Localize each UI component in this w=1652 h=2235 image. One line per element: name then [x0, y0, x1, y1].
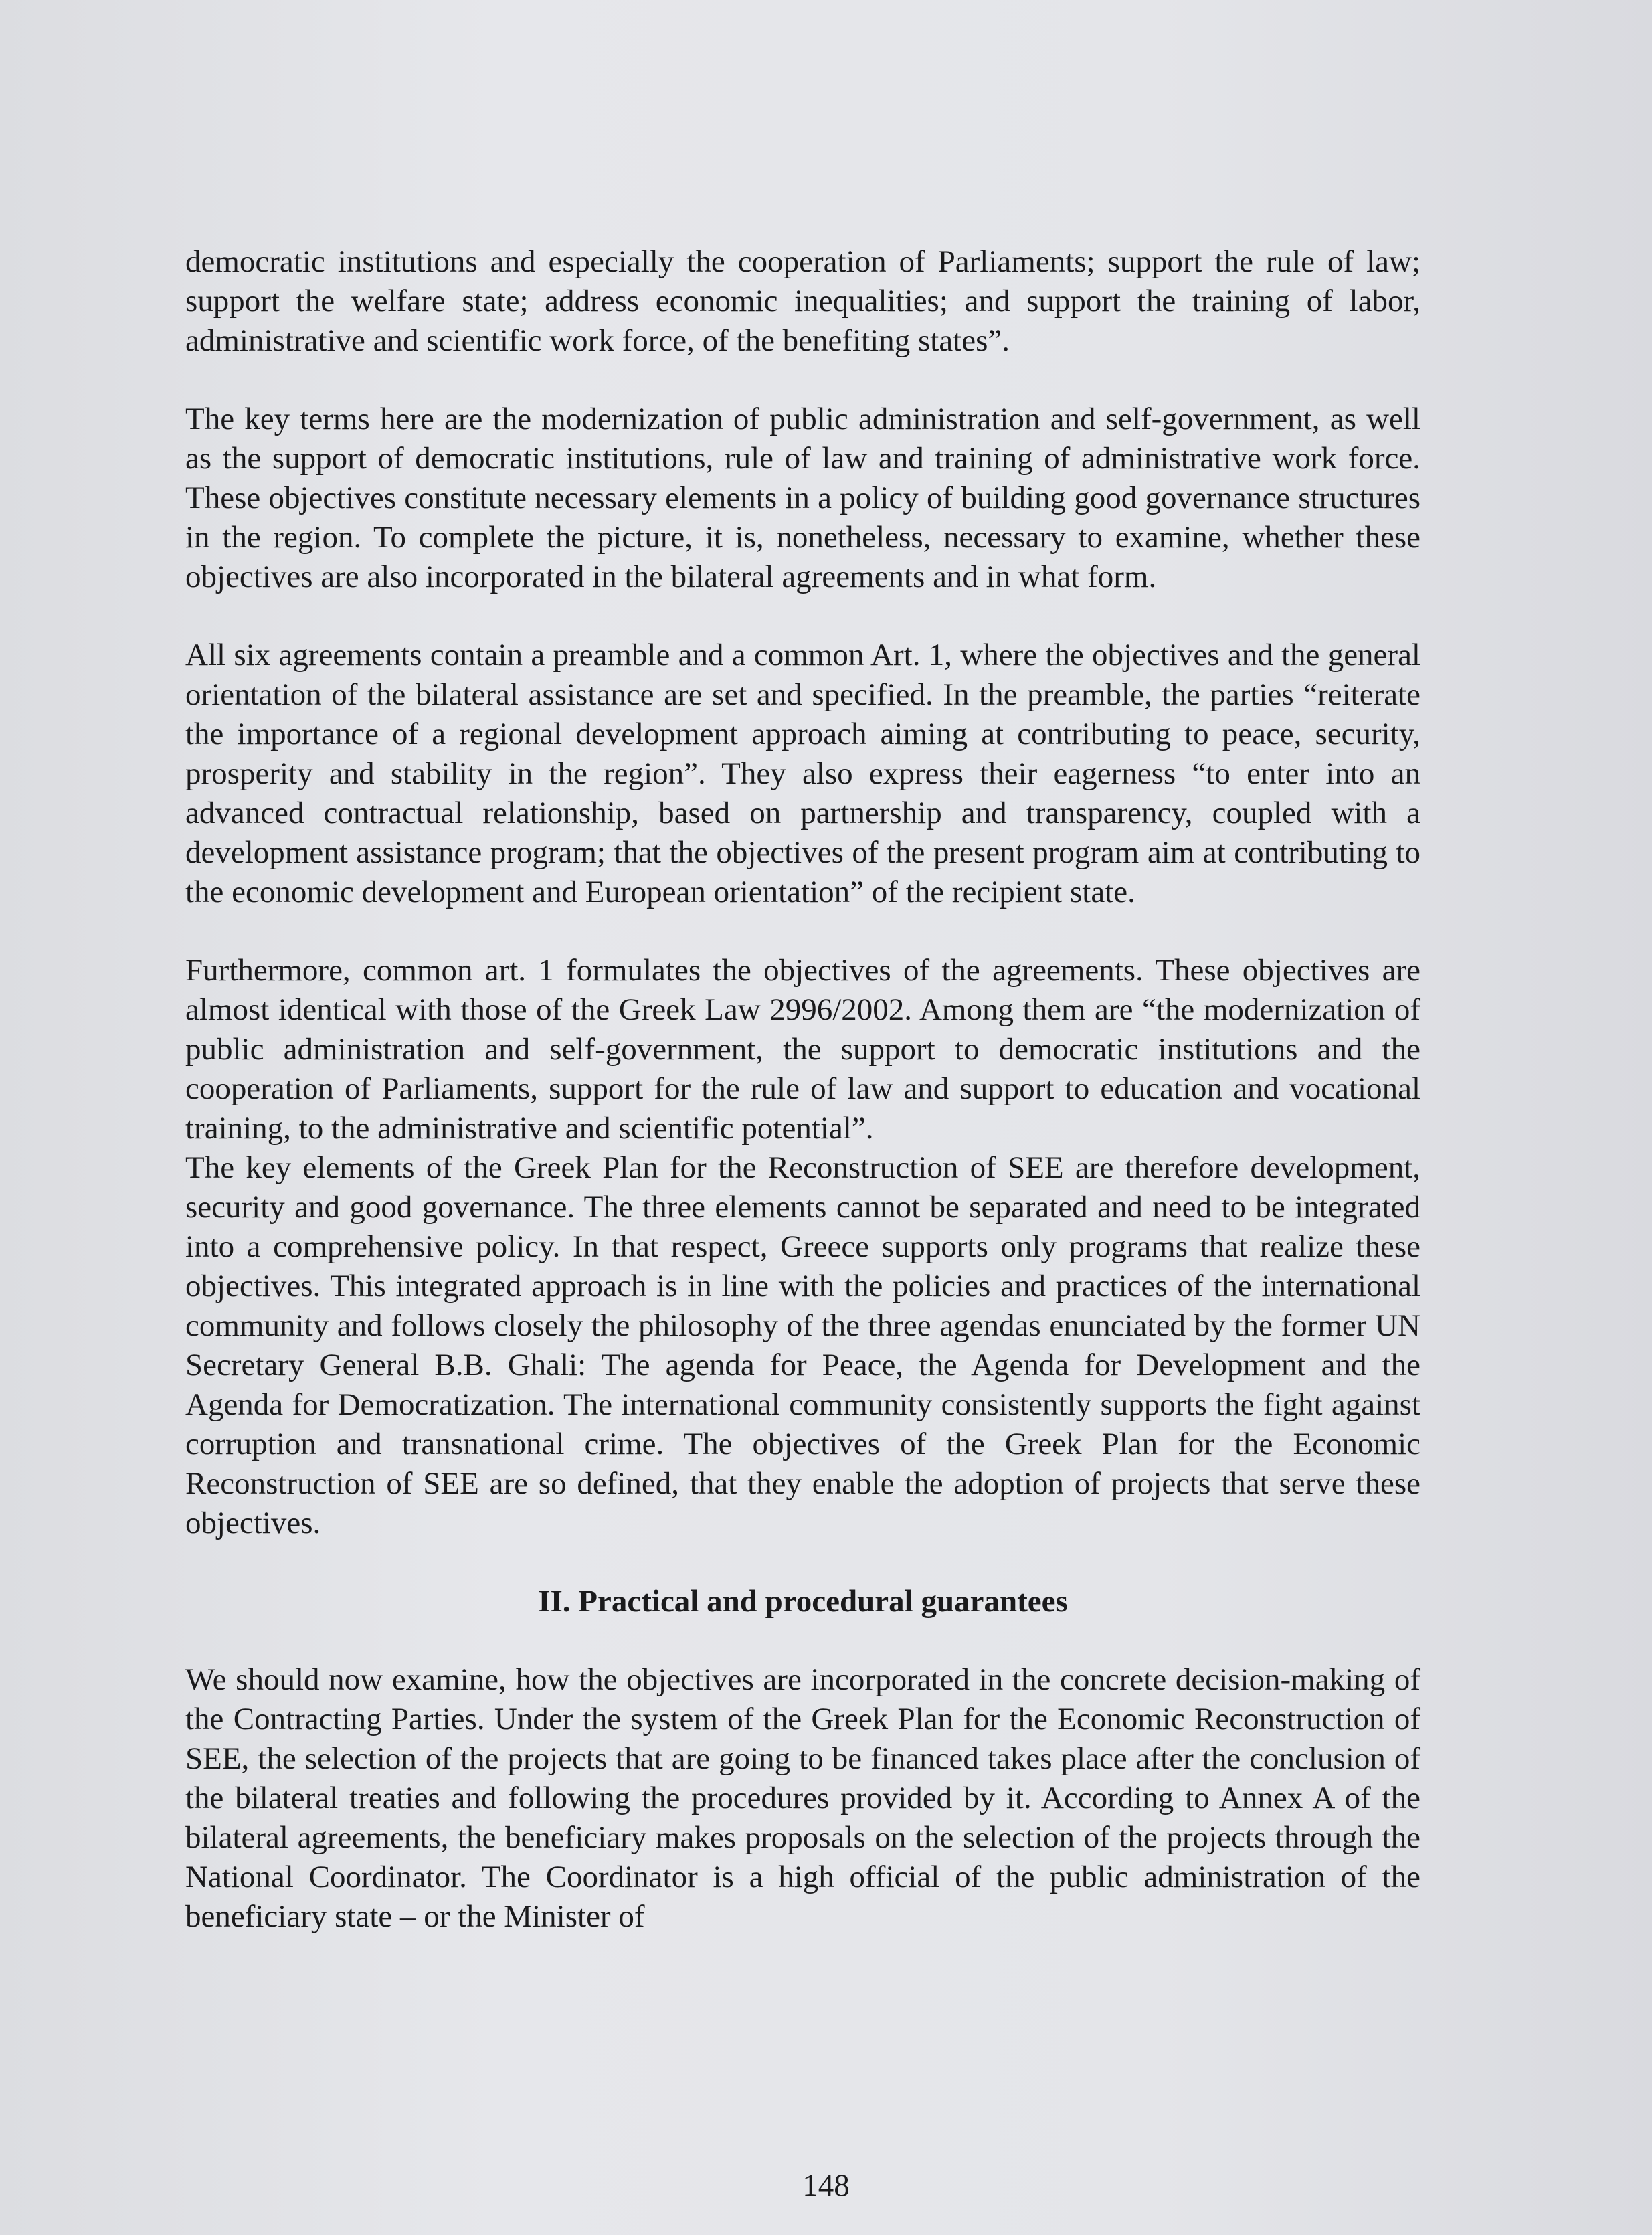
section-heading: II. Practical and procedural guarantees	[538, 1584, 1068, 1619]
page-number: 148	[802, 2168, 850, 2203]
paragraph-decision-making: We should now examine, how the objectives are incorporated in the concrete decision-making of the Contracting Parties. Under the system of the Greek Plan for the Economic Reconstruction of SEE, the selection of the projects that are going to be financed takes place after the conclusion of the bilateral treaties and following the procedures provided by it. According to Annex A of the bilateral agreements, the beneficiary makes proposals on the selection of the projects through the National Coordinator. The Coordinator is a high official of the public administration of the beneficiary state – or the Minister of	[185, 1662, 1420, 1934]
paragraph-common-article: Furthermore, common art. 1 formulates the objectives of the agreements. These objectives are almost identical with those of the Greek Law 2996/2002. Among them are “the modernization of public administration and self-government, the support to democratic institutions and the cooperation of Parliaments, support for the rule of law and support to education and vocational training, to the administrative and scientific potential”.	[185, 953, 1420, 1146]
paragraph-key-elements: The key elements of the Greek Plan for the Reconstruction of SEE are therefore development, security and good governance. The three elements cannot be separated and need to be integrated into a comprehensive policy. In that respect, Greece supports only programs that realize these objectives. This integrated approach is in line with the policies and practices of the international community and follows closely the philosophy of the three agendas enunciated by the former UN Secretary General B.B. Ghali: The agenda for Peace, the Agenda for Development and the Agenda for Democratization. The international community consistently supports the fight against corruption and transnational crime. The objectives of the Greek Plan for the Economic Reconstruction of SEE are so defined, that they enable the adoption of projects that serve these objectives.	[185, 1150, 1420, 1540]
paragraph-continued: democratic institutions and especially the cooperation of Parliaments; support the rule of law; support the welfare state; address economic inequalities; and support the training of labor, administrative and scientific work force, of the benefiting states”.	[185, 244, 1420, 358]
paragraph-agreements-preamble: All six agreements contain a preamble and a common Art. 1, where the objectives and the general orientation of the bilateral assistance are set and specified. In the preamble, the parties “reiterate the importance of a regional development approach aiming at contributing to peace, security, prosperity and stability in the region”. They also express their eagerness “to enter into an advanced contractual relationship, based on partnership and transparency, coupled with a development assistance program; that the objectives of the present program aim at contributing to the economic development and European orientation” of the recipient state.	[185, 638, 1420, 909]
paragraph-key-terms: The key terms here are the modernization of public administration and self-government, as well as the support of democratic institutions, rule of law and training of administrative work force. These objectives constitute necessary elements in a policy of building good governance structures in the region. To complete the picture, it is, nonetheless, necessary to examine, whether these objectives are also incorporated in the bilateral agreements and in what form.	[185, 401, 1420, 594]
page-body	[185, 242, 1420, 1937]
